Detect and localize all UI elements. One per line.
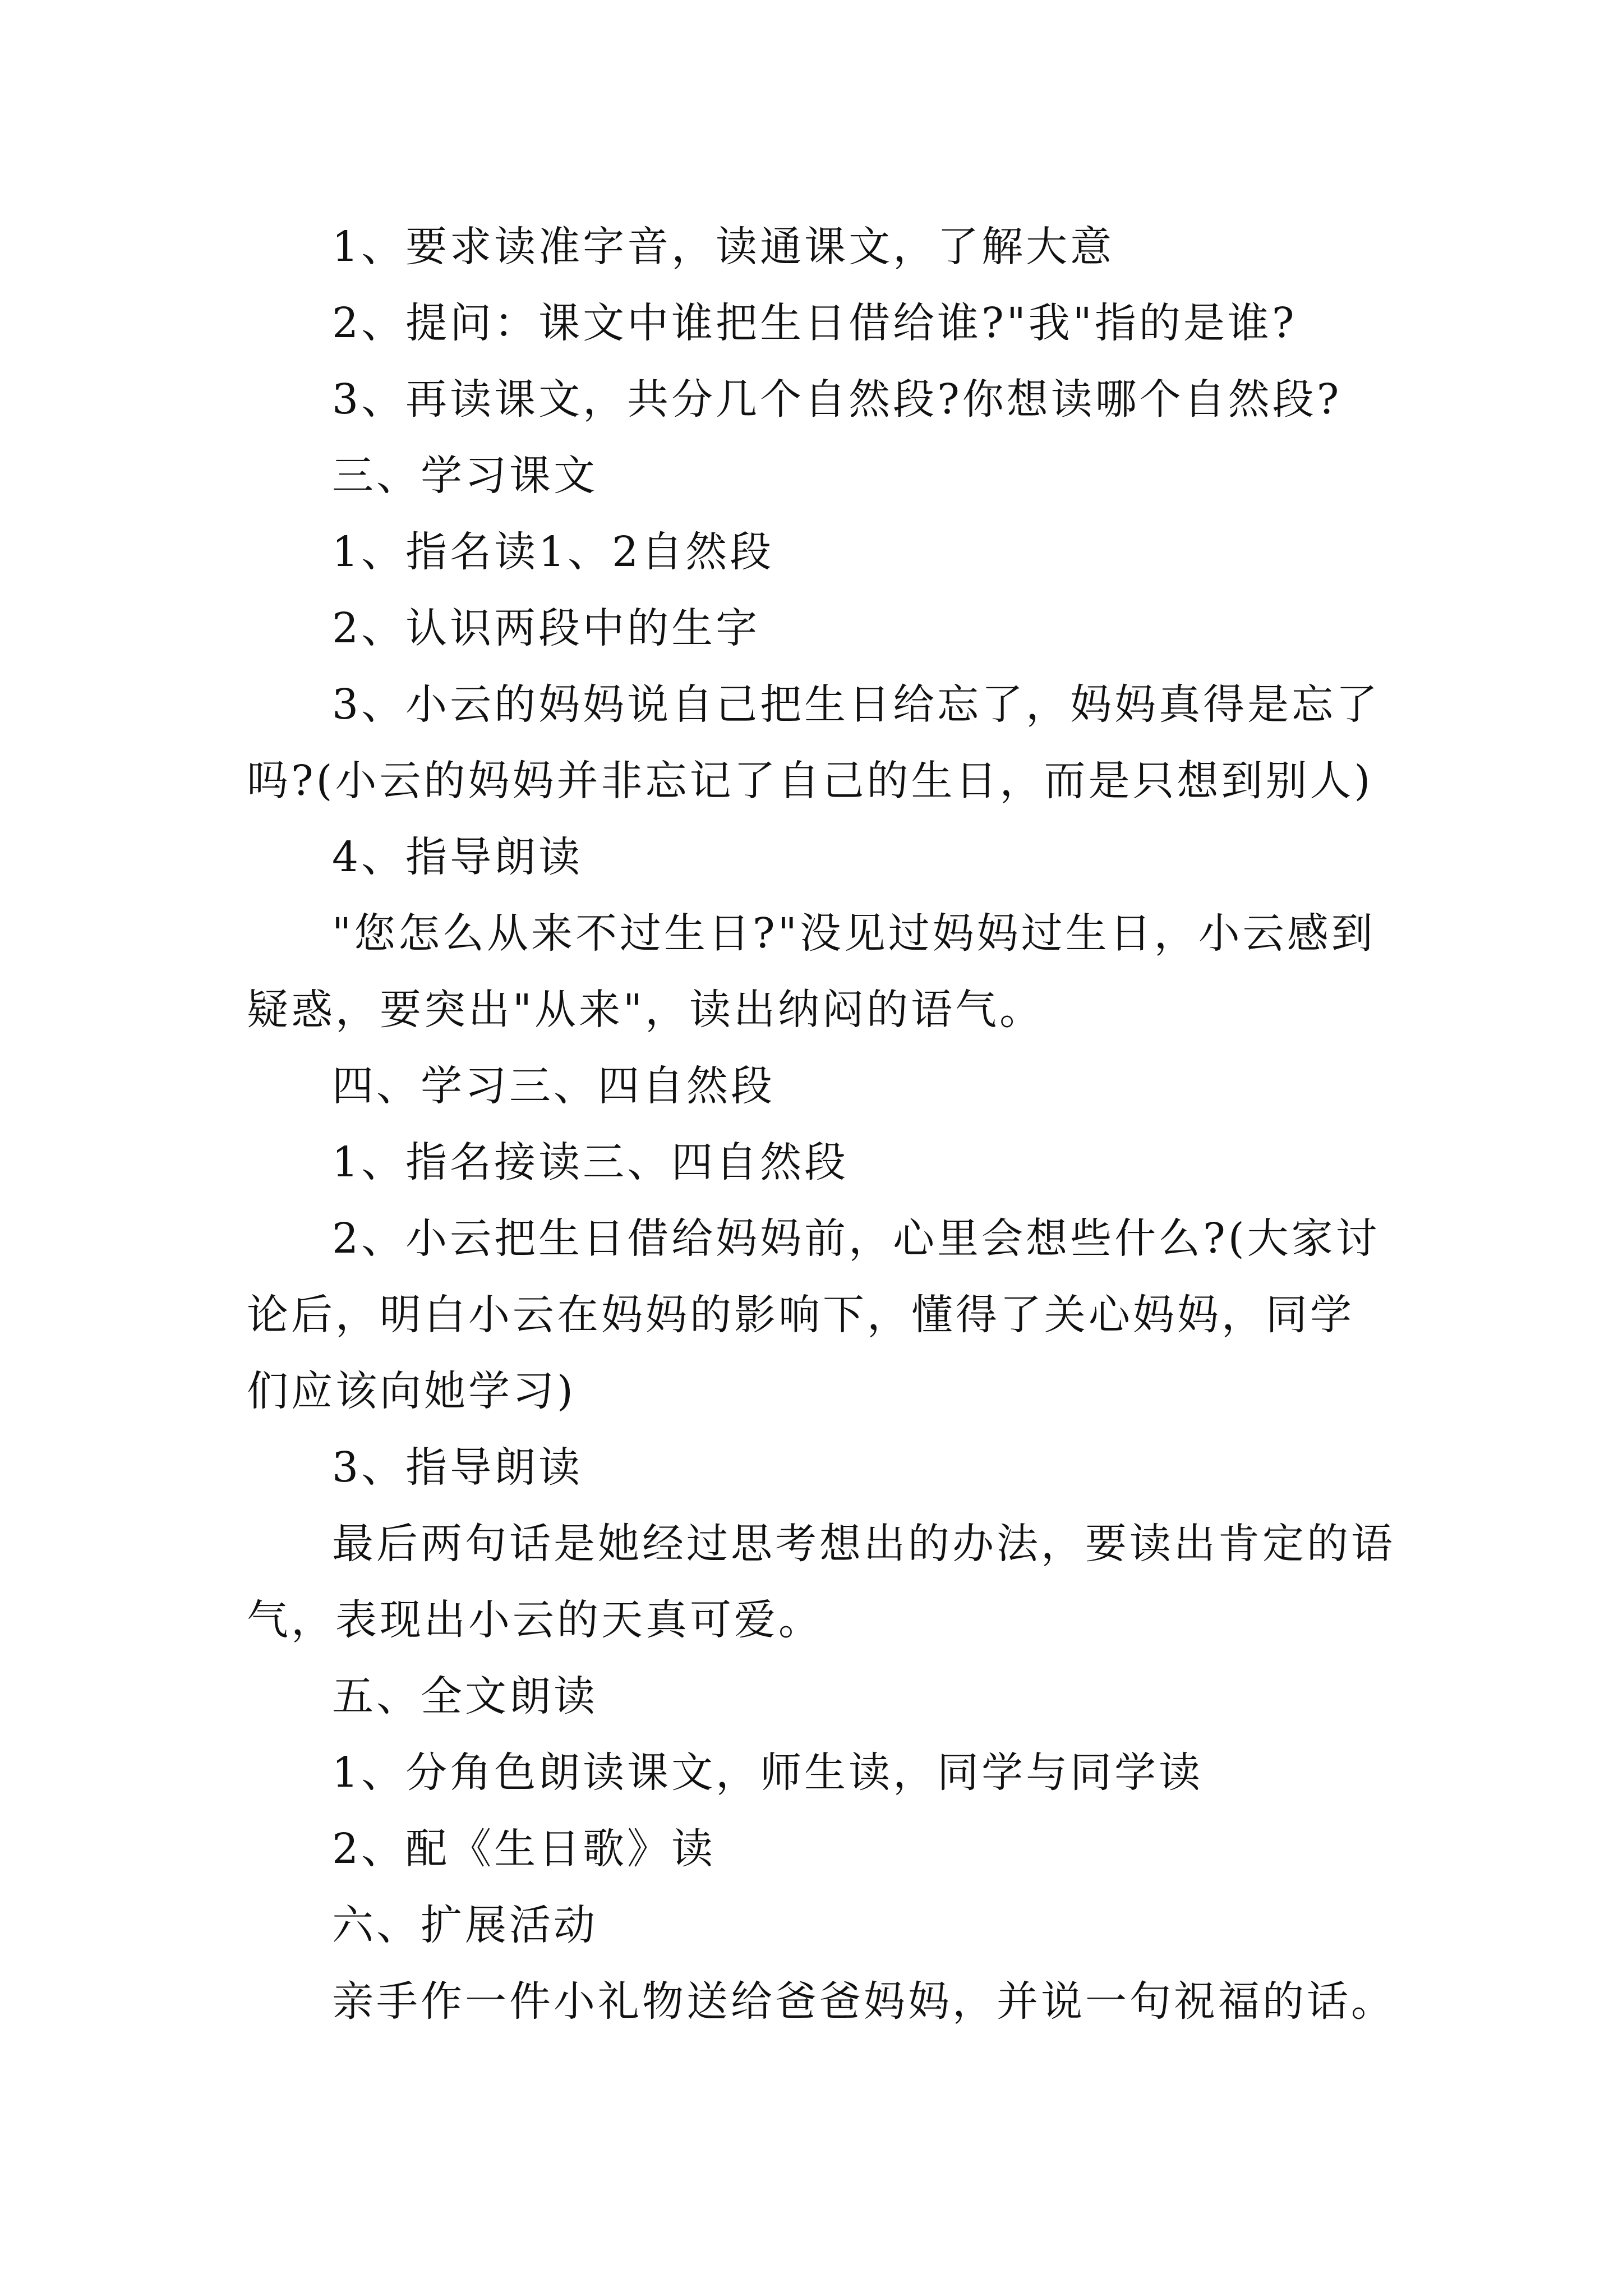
paragraph-12: 2、小云把生日借给妈妈前，心里会想些什么?(大家讨论后，明白小云在妈妈的影响下，懂得了关心妈妈，同学们应该向她学习): [247, 1214, 1380, 1415]
paragraph-1: 1、要求读准字音，读通课文，了解大意: [332, 223, 1115, 271]
paragraph-14: 最后两句话是她经过思考想出的办法，要读出肯定的语气，表现出小云的天真可爱。: [247, 1520, 1395, 1644]
paragraph-6: 2、认识两段中的生字: [332, 604, 760, 652]
section-heading-4: 四、学习三、四自然段: [332, 1062, 775, 1110]
paragraph-13: 3、指导朗读: [332, 1443, 583, 1492]
document-body: [247, 209, 1396, 2040]
section-heading-5: 五、全文朗读: [332, 1672, 598, 1720]
paragraph-3: 3、再读课文，共分几个自然段?你想读哪个自然段?: [332, 375, 1342, 424]
paragraph-2: 2、提问：课文中谁把生日借给谁?"我"指的是谁?: [332, 299, 1297, 347]
paragraph-17: 2、配《生日歌》读: [332, 1825, 716, 1873]
paragraph-9: "您怎么从来不过生日?"没见过妈妈过生日，小云感到疑惑，要突出"从来"，读出纳闷的语气。: [247, 909, 1376, 1034]
paragraph-7: 3、小云的妈妈说自己把生日给忘了，妈妈真得是忘了吗?(小云的妈妈并非忘记了自己的生日，而是只想到别人): [247, 680, 1381, 805]
section-heading-3: 三、学习课文: [332, 452, 598, 500]
section-heading-6: 六、扩展活动: [332, 1901, 598, 1949]
paragraph-19: 亲手作一件小礼物送给爸爸妈妈，并说一句祝福的话。: [332, 1977, 1395, 2026]
paragraph-8: 4、指导朗读: [332, 833, 583, 881]
paragraph-16: 1、分角色朗读课文，师生读，同学与同学读: [332, 1749, 1204, 1797]
paragraph-11: 1、指名接读三、四自然段: [332, 1138, 849, 1186]
paragraph-5: 1、指名读1、2自然段: [332, 528, 774, 576]
